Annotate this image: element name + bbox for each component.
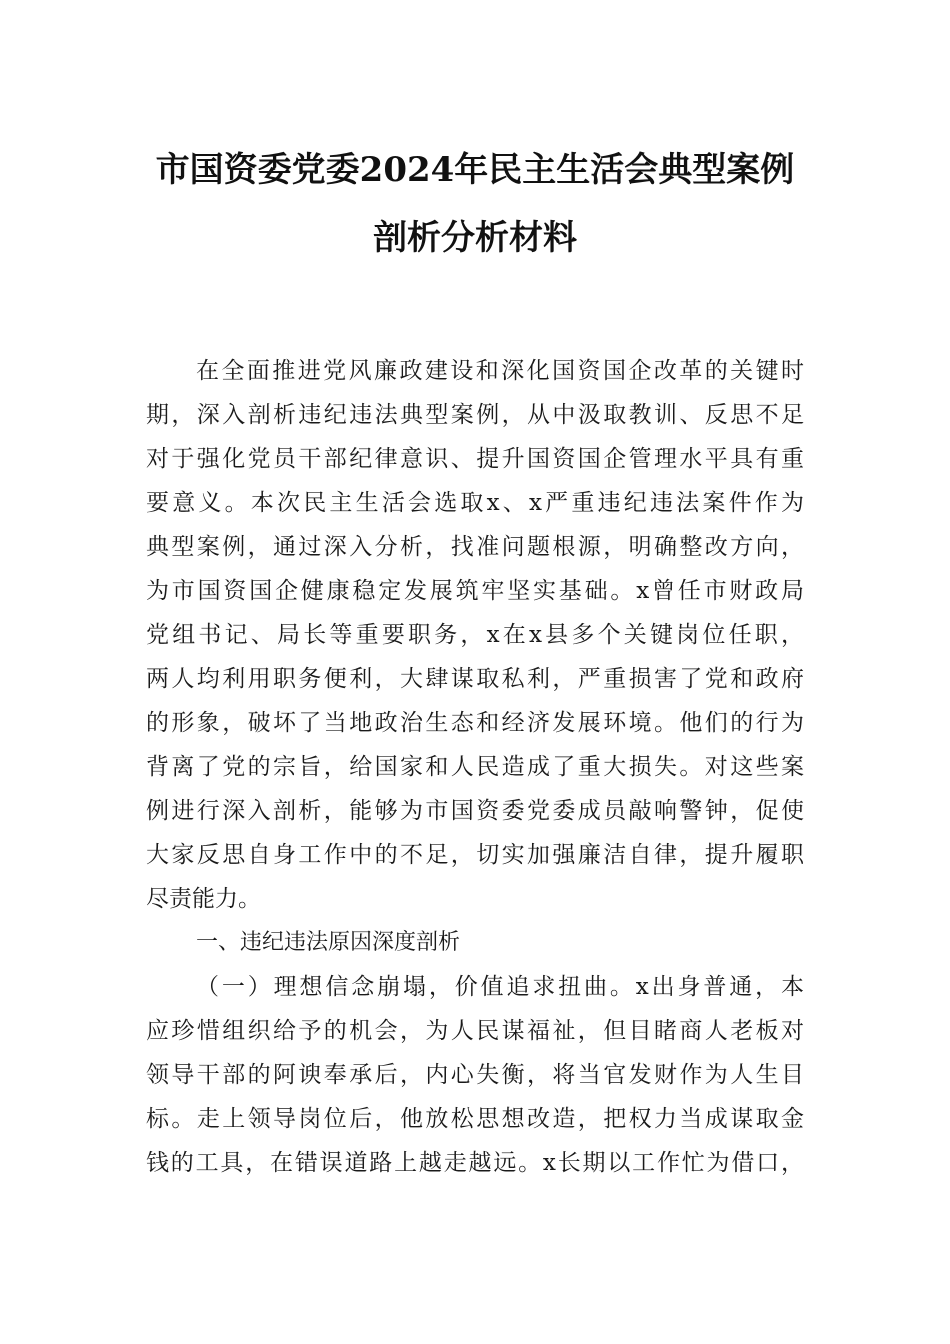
paragraph-line: 背离了党的宗旨，给国家和人民造成了重大损失。对这些案 <box>146 754 804 780</box>
paragraph-line: 的形象，破坏了当地政治生态和经济发展环境。他们的行为 <box>146 710 804 736</box>
paragraph-line: （一）理想信念崩塌，价值追求扭曲。x出身普通，本 <box>196 974 804 1000</box>
paragraph-line: 应珍惜组织给予的机会，为人民谋福祉，但目睹商人老板对 <box>146 1018 804 1044</box>
paragraph-line: 标。走上领导岗位后，他放松思想改造，把权力当成谋取金 <box>146 1106 804 1132</box>
paragraph-line: 为市国资国企健康稳定发展筑牢坚实基础。x曾任市财政局 <box>146 578 804 604</box>
section-heading: 一、违纪违法原因深度剖析 <box>196 930 461 955</box>
paragraph-line: 典型案例，通过深入分析，找准问题根源，明确整改方向， <box>146 534 804 560</box>
paragraph-line: 党组书记、局长等重要职务，x在x县多个关键岗位任职， <box>146 622 804 648</box>
paragraph-line: 在全面推进党风廉政建设和深化国资国企改革的关键时 <box>196 358 804 384</box>
document-title-line1: 市国资委党委2024年民主生活会典型案例 <box>155 150 795 190</box>
document-title-line2: 剖析分析材料 <box>373 218 577 258</box>
paragraph-line: 尽责能力。 <box>146 886 261 912</box>
paragraph-line: 两人均利用职务便利，大肆谋取私利，严重损害了党和政府 <box>146 666 804 692</box>
paragraph-line: 对于强化党员干部纪律意识、提升国资国企管理水平具有重 <box>146 446 804 472</box>
paragraph-line: 大家反思自身工作中的不足，切实加强廉洁自律，提升履职 <box>146 842 804 868</box>
paragraph-line: 例进行深入剖析，能够为市国资委党委成员敲响警钟，促使 <box>146 798 804 824</box>
paragraph-line: 钱的工具，在错误道路上越走越远。x长期以工作忙为借口， <box>146 1150 804 1176</box>
paragraph-line: 要意义。本次民主生活会选取x、x严重违纪违法案件作为 <box>146 490 804 516</box>
paragraph-line: 期，深入剖析违纪违法典型案例，从中汲取教训、反思不足 <box>146 402 804 428</box>
paragraph-line: 领导干部的阿谀奉承后，内心失衡，将当官发财作为人生目 <box>146 1062 804 1088</box>
